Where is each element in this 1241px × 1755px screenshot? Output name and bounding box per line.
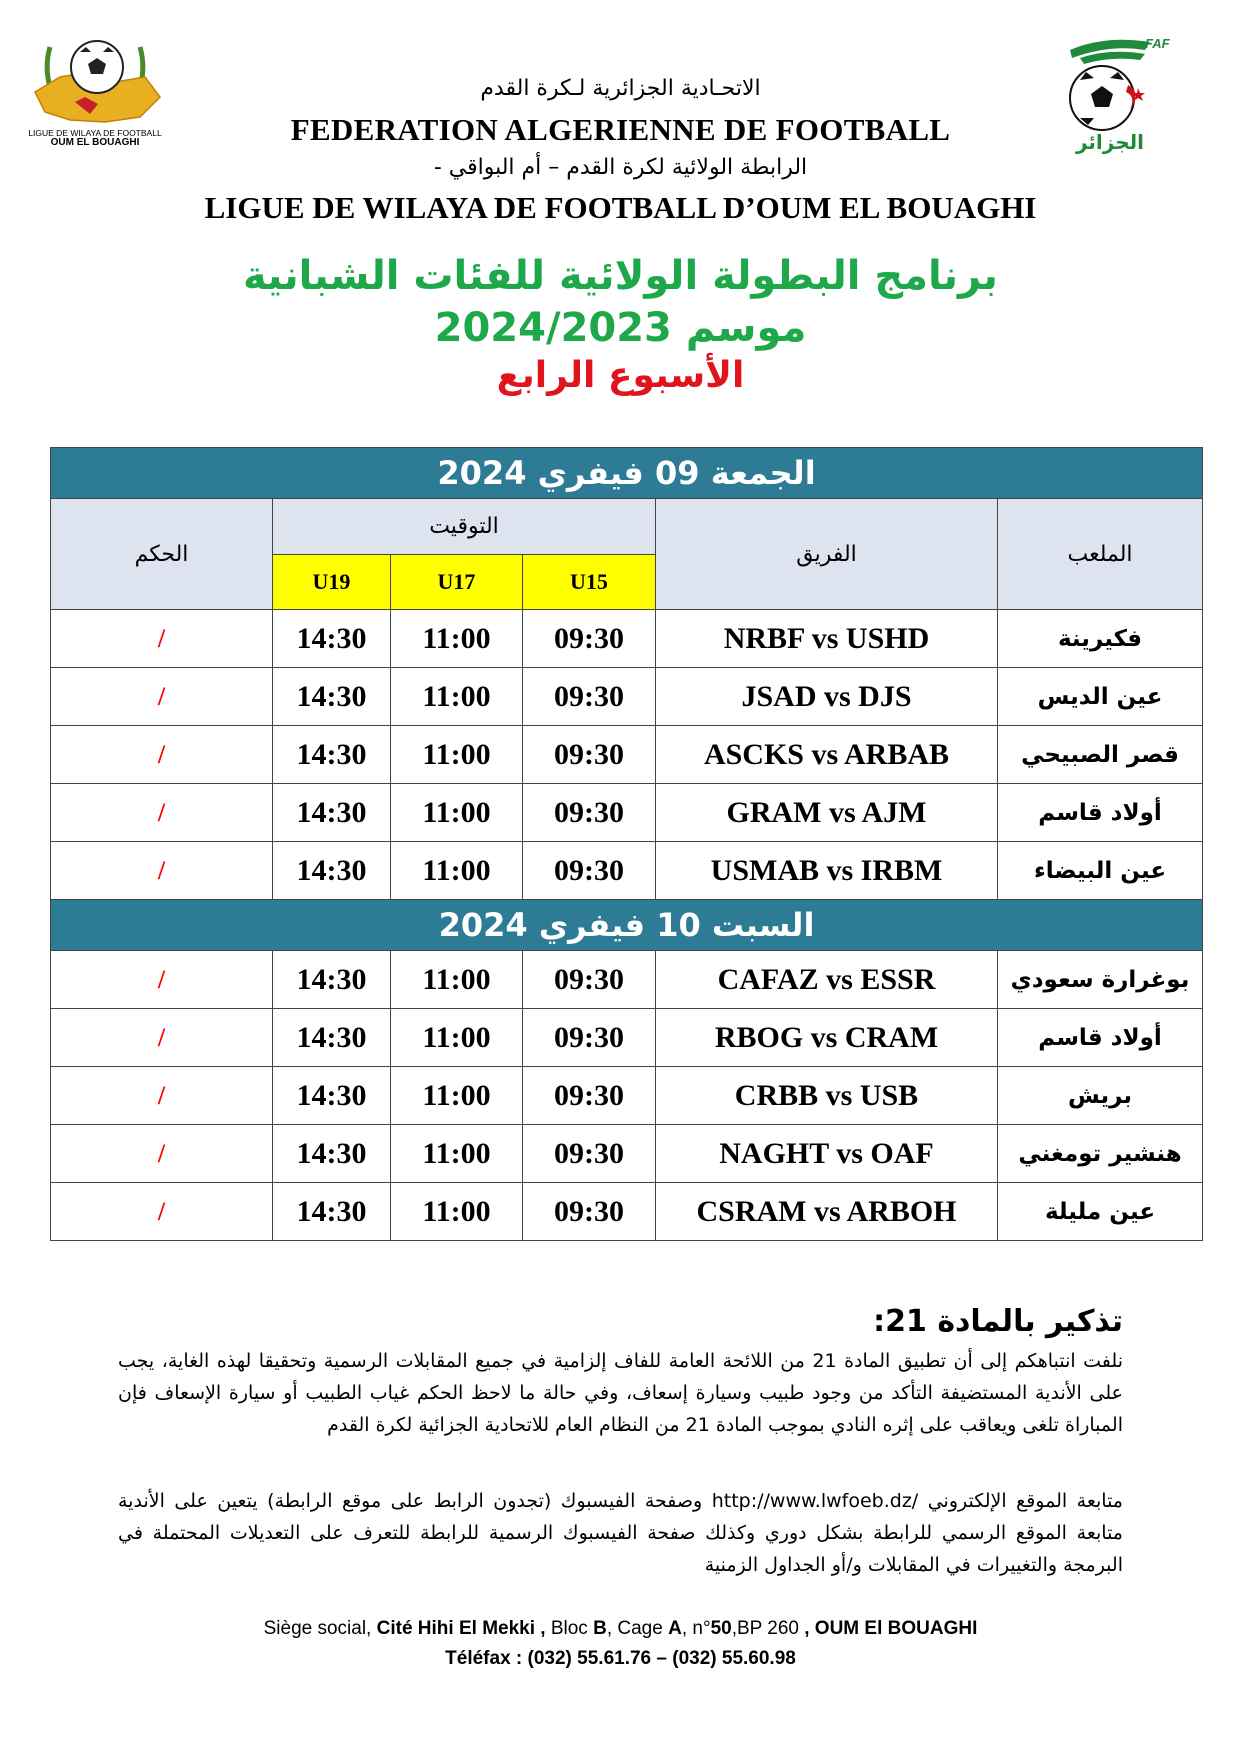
- stadium-cell: بريش: [998, 1067, 1203, 1125]
- time-u15: 09:30: [523, 668, 656, 726]
- stadium-cell: أولاد قاسم: [998, 1009, 1203, 1067]
- program-title: برنامج البطولة الولائية للفئات الشبانية: [243, 253, 998, 299]
- table-row: [51, 1067, 1203, 1125]
- table-row: [51, 1125, 1203, 1183]
- header-u17: U17: [391, 555, 523, 610]
- faf-logo-caption: الجزائر: [1075, 130, 1145, 154]
- time-u19: 14:30: [273, 784, 391, 842]
- time-u17: 11:00: [391, 726, 523, 784]
- season-title: موسم 2024/2023: [434, 305, 807, 351]
- week-title: الأسبوع الرابع: [496, 355, 745, 396]
- match-teams: CAFAZ vs ESSR: [656, 951, 998, 1009]
- table-row: [51, 784, 1203, 842]
- match-teams: CRBB vs USB: [656, 1067, 998, 1125]
- day-header-saturday: السبت 10 فيفري 2024: [51, 900, 1203, 951]
- schedule-table: [50, 447, 1203, 1241]
- notice-paragraph-2: متابعة الموقع الإلكتروني /http://www.lwfoeb.dz وصفحة الفيسبوك (تجدون الرابط على موقع الرابطة) يتعين على الأندية متابعة الموقع الرسمي للرابطة بشكل دوري وكذلك صفحة الفيسبوك الرسمية للرابطة للتعرف على التعديلات المحتملة في البرمجة والتغييرات في المقابلات و/أو الجداول الزمنية: [118, 1490, 1123, 1576]
- header-u19: U19: [273, 555, 391, 610]
- table-row: [51, 668, 1203, 726]
- stadium-cell: عين مليلة: [998, 1183, 1203, 1241]
- header-team: الفريق: [656, 499, 998, 610]
- referee-cell: /: [51, 951, 273, 1009]
- time-u15: 09:30: [523, 842, 656, 900]
- referee-cell: /: [51, 1067, 273, 1125]
- time-u17: 11:00: [391, 1009, 523, 1067]
- stadium-cell: هنشير تومغني: [998, 1125, 1203, 1183]
- stadium-cell: فكيرينة: [998, 610, 1203, 668]
- federation-name-ar: الاتحـادية الجزائرية لـكرة القدم: [480, 76, 761, 101]
- match-teams: ASCKS vs ARBAB: [656, 726, 998, 784]
- table-row: [51, 842, 1203, 900]
- league-name-ar: الرابطة الولائية لكرة القدم – أم البواقي -: [433, 155, 808, 180]
- time-u15: 09:30: [523, 784, 656, 842]
- stadium-cell: قصر الصبيحي: [998, 726, 1203, 784]
- day-header-row: [51, 448, 1203, 499]
- svg-text:FAF: FAF: [1145, 36, 1170, 51]
- time-u17: 11:00: [391, 610, 523, 668]
- time-u15: 09:30: [523, 1183, 656, 1241]
- time-u17: 11:00: [391, 1125, 523, 1183]
- table-row: [51, 951, 1203, 1009]
- match-teams: USMAB vs IRBM: [656, 842, 998, 900]
- table-row: [51, 1183, 1203, 1241]
- time-u19: 14:30: [273, 1009, 391, 1067]
- stadium-cell: أولاد قاسم: [998, 784, 1203, 842]
- time-u17: 11:00: [391, 951, 523, 1009]
- match-teams: CSRAM vs ARBOH: [656, 1183, 998, 1241]
- header-u15: U15: [523, 555, 656, 610]
- match-teams: GRAM vs AJM: [656, 784, 998, 842]
- time-u17: 11:00: [391, 1183, 523, 1241]
- table-row: [51, 1009, 1203, 1067]
- referee-cell: /: [51, 726, 273, 784]
- league-logo-caption: LIGUE DE WILAYA DE FOOTBALL OUM EL BOUAGHI: [28, 128, 162, 148]
- referee-cell: /: [51, 668, 273, 726]
- league-name-fr: LIGUE DE WILAYA DE FOOTBALL D’OUM EL BOUAGHI: [204, 190, 1037, 225]
- referee-cell: /: [51, 610, 273, 668]
- federation-name-fr: FEDERATION ALGERIENNE DE FOOTBALL: [290, 112, 951, 147]
- match-teams: NAGHT vs OAF: [656, 1125, 998, 1183]
- time-u17: 11:00: [391, 1067, 523, 1125]
- time-u15: 09:30: [523, 1125, 656, 1183]
- day-header-row: [51, 900, 1203, 951]
- day-header-friday: الجمعة 09 فيفري 2024: [51, 448, 1203, 499]
- time-u15: 09:30: [523, 1009, 656, 1067]
- time-u17: 11:00: [391, 842, 523, 900]
- match-teams: RBOG vs CRAM: [656, 1009, 998, 1067]
- time-u19: 14:30: [273, 1067, 391, 1125]
- header-stadium: الملعب: [998, 499, 1203, 610]
- time-u19: 14:30: [273, 951, 391, 1009]
- time-u15: 09:30: [523, 951, 656, 1009]
- time-u19: 14:30: [273, 1183, 391, 1241]
- stadium-cell: عين الديس: [998, 668, 1203, 726]
- stadium-cell: عين البيضاء: [998, 842, 1203, 900]
- notice-heading: تذكير بالمادة 21:: [873, 1304, 1123, 1339]
- match-teams: NRBF vs USHD: [656, 610, 998, 668]
- table-row: [51, 726, 1203, 784]
- footer-address: Siège social, Cité Hihi El Mekki , Bloc B, Cage A, n°50,BP 260 , OUM El BOUAGHI: [263, 1618, 978, 1639]
- time-u19: 14:30: [273, 1125, 391, 1183]
- header-time: التوقيت: [273, 499, 656, 555]
- notice-paragraph-1: نلفت انتباهكم إلى أن تطبيق المادة 21 من اللائحة العامة للفاف إلزامية في جميع المقابلات الرسمية وتحقيقا لهذه الغاية، يجب على الأندية المستضيفة التأكد من وجود طبيب وسيارة إسعاف، وفي حالة ما لاحظ الحكم غياب الطبيب أو سيارة الإسعاف فإن المباراة تلغى ويعاقب على إثره النادي بموجب المادة 21 من النظام العام للاتحادية الجزائية لكرة القدم: [118, 1350, 1123, 1436]
- referee-cell: /: [51, 842, 273, 900]
- time-u15: 09:30: [523, 726, 656, 784]
- time-u15: 09:30: [523, 610, 656, 668]
- stadium-cell: بوغرارة سعودي: [998, 951, 1203, 1009]
- column-header-row: [51, 499, 1203, 555]
- match-teams: JSAD vs DJS: [656, 668, 998, 726]
- referee-cell: /: [51, 1009, 273, 1067]
- referee-cell: /: [51, 1183, 273, 1241]
- table-row: [51, 610, 1203, 668]
- referee-cell: /: [51, 1125, 273, 1183]
- time-u19: 14:30: [273, 610, 391, 668]
- time-u19: 14:30: [273, 668, 391, 726]
- referee-cell: /: [51, 784, 273, 842]
- time-u15: 09:30: [523, 1067, 656, 1125]
- header-referee: الحكم: [51, 499, 273, 610]
- footer-phone: Téléfax : (032) 55.61.76 – (032) 55.60.98: [445, 1648, 796, 1669]
- time-u19: 14:30: [273, 726, 391, 784]
- time-u19: 14:30: [273, 842, 391, 900]
- time-u17: 11:00: [391, 784, 523, 842]
- time-u17: 11:00: [391, 668, 523, 726]
